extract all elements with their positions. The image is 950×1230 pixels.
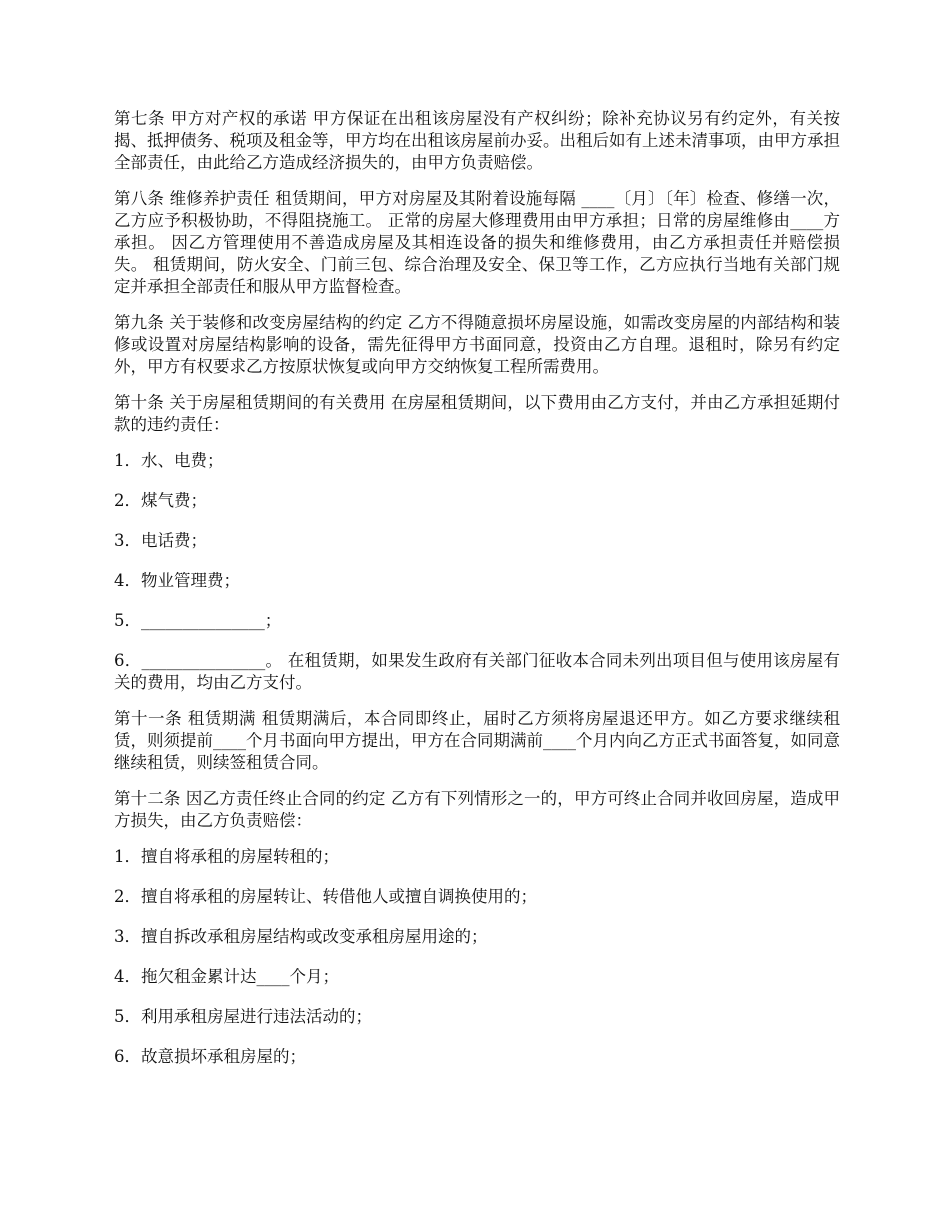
fee-item-4: 4．物业管理费； <box>114 571 240 590</box>
document-page <box>114 108 840 1086</box>
termination-item-6: 6．故意损坏承租房屋的； <box>114 1047 306 1066</box>
article-11: 第十一条 租赁期满 租赁期满后，本合同即终止，届时乙方须将房屋退还甲方。如乙方要求继续租赁，则须提前____个月书面向甲方提出，甲方在合同期满前____个月内向乙方正式书面答复，如同意继续租赁，则续签租赁合同。 <box>114 709 840 772</box>
termination-item-4: 4．拖欠租金累计达____个月； <box>114 967 339 986</box>
termination-item-3: 3．擅自拆改承租房屋结构或改变承租房屋用途的； <box>114 927 488 946</box>
fee-item-5: 5．_______________； <box>114 611 282 630</box>
termination-item-1: 1．擅自将承租的房屋转租的； <box>114 847 339 866</box>
fee-item-2: 2．煤气费； <box>114 491 207 510</box>
article-12: 第十二条 因乙方责任终止合同的约定 乙方有下列情形之一的，甲方可终止合同并收回房屋，造成甲方损失，由乙方负责赔偿： <box>114 789 840 830</box>
termination-item-5: 5．利用承租房屋进行违法活动的； <box>114 1007 372 1026</box>
fee-item-3: 3．电话费； <box>114 531 207 550</box>
article-8: 第八条 维修养护责任 租赁期间，甲方对房屋及其附着设施每隔 ____〔月〕〔年〕检查、修缮一次，乙方应予积极协助，不得阻挠施工。 正常的房屋大修理费用由甲方承担；日常的房屋维修由____方承担。 因乙方管理使用不善造成房屋及其相连设备的损失和维修费用，由乙方承担责任并赔偿损失。 租赁期间，防火安全、门前三包、综合治理及安全、保卫等工作，乙方应执行当地有关部门规定并承担全部责任和服从甲方监督检查。 <box>114 189 840 296</box>
fee-item-6: 6．_______________。 在租赁期，如果发生政府有关部门征收本合同未列出项目但与使用该房屋有关的费用，均由乙方支付。 <box>114 651 840 692</box>
fee-item-1: 1．水、电费； <box>114 451 224 470</box>
article-9: 第九条 关于装修和改变房屋结构的约定 乙方不得随意损坏房屋设施，如需改变房屋的内部结构和装修或设置对房屋结构影响的设备，需先征得甲方书面同意，投资由乙方自理。退租时，除另有约定外，甲方有权要求乙方按原状恢复或向甲方交纳恢复工程所需费用。 <box>114 313 840 376</box>
article-10: 第十条 关于房屋租赁期间的有关费用 在房屋租赁期间，以下费用由乙方支付，并由乙方承担延期付款的违约责任： <box>114 393 840 434</box>
article-7: 第七条 甲方对产权的承诺 甲方保证在出租该房屋没有产权纠纷；除补充协议另有约定外，有关按揭、抵押债务、税项及租金等，甲方均在出租该房屋前办妥。出租后如有上述未清事项，由甲方承担全部责任，由此给乙方造成经济损失的，由甲方负责赔偿。 <box>114 109 840 172</box>
termination-item-2: 2．擅自将承租的房屋转让、转借他人或擅自调换使用的； <box>114 887 537 906</box>
